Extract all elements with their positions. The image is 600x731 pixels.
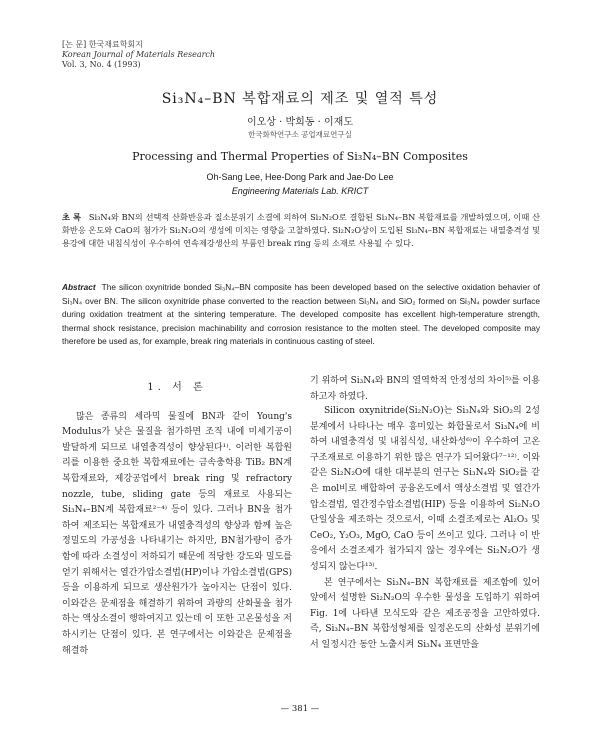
intro-paragraph-3: 본 연구에서는 Si₃N₄–BN 복합재료를 제조함에 있어 앞에서 설명한 Si₂N₂O의 우수한 물성을 도입하기 위하여 Fig. 1에 나타낸 모식도와 같은 제조공정을 고안하였다. 즉, Si₃N₄–BN 복합성형체를 일정온도의 산화성 분위기에서 일정시간 동안 노출시켜 Si₃N₄ 표면만을 [310, 577, 540, 650]
affiliation-ko: 한국화학연구소 공업재료연구실 [248, 130, 352, 139]
journal-header [62, 40, 215, 70]
abstract-en-text: The silicon oxynitride bonded Si₃N₄–BN composite has been developed based on the selective oxidation behavier of Si₃N₄ over BN. The silicon oxynitride phase converted to the reaction between Si₃N₄ and SiO₂ formed on Si₃N₄ powder surface during oxidation treatment at the sintering temperature. The developed composite has excellent high-temperature strength, thermal shock resistance, precision machinability and corrosion resistance to the molten steel. The developed composite may therefore be used as, for example, break ring materials in continuous casting of steel. [62, 282, 540, 346]
paper-title-en: Processing and Thermal Properties of Si₃N₄–BN Composites [132, 150, 468, 163]
left-column [62, 380, 292, 659]
intro-paragraph-2: Silicon oxynitride(Si₂N₂O)는 Si₃N₄와 SiO₂의 2성분계에서 나타나는 매우 흥미있는 화합물로서 Si₃N₄에 비하여 내열충격성 및 내침식성, 내산화성⁶⁾이 우수하여 고온구조재료로 이용하기 위한 많은 연구가 되어왔다⁷⁻¹²⁾. 이와같은 Si₂N₂O에 대한 대부분의 연구는 Si₃N₄와 SiO₂를 같은 mol비로 배합하여 공융온도에서 액상소결법 및 열간가압소결법, 열간정수압소결법(HIP) 등을 이용하여 Si₂N₂O 단일상을 제조하는 것으로서, 이때 소결조제로는 Al₂O₃ 및 CeO₂, Y₂O₃, MgO, CaO 등이 쓰이고 있다. 그러나 이 반응에서 소결조제가 첨가되지 않는 경우에는 Si₂N₂O가 생성되지 않는다¹³⁾. [310, 406, 540, 572]
section-heading-introduction: 1. 서 론 [147, 382, 207, 393]
abstract-ko-label: 초 록 [62, 212, 81, 222]
intro-paragraph-1: 많은 종류의 세라믹 물질에 BN과 같이 Young's Modulus가 낮은 물질을 첨가하면 조직 내에 미세기공이 발달하게 되므로 내열충격성이 향상된다¹⁾. 이러한 복합원리를 이용한 중요한 복합재료에는 금속충학용 TiB₂ BN계 복합재료와, 제강공업에서 break ring 및 refractory nozzle, tube, sliding gate 등의 재료로 사용되는 Si₃N₄–BN계 복합재료²⁻⁴⁾ 등이 있다. 그러나 BN을 첨가하여 제조되는 복합재료가 내열충격성의 향상과 함께 높은 정밀도의 가공성을 나타내기는 하지만, BN첨가량이 증가함에 따라 소결성이 저하되기 때문에 적당한 강도와 밀도를 얻기 위해서는 열간가압소결법(HP)이나 가압소결법(GPS) 등을 이용하게 되므로 생산원가가 높아지는 단점이 있다. 이와같은 문제점을 해결하기 위하여 과량의 산화물을 첨가하는 액상소결이 행하여지고 있는데 이 또한 고온물성을 저하시키는 단점이 있다. 본 연구에서는 이와같은 문제점을 해결하 [62, 411, 292, 656]
authors-en: Oh-Sang Lee, Hee-Dong Park and Jae-Do Lee [206, 172, 394, 182]
authors-ko: 이오상 · 박희동 · 이재도 [246, 117, 353, 128]
abstract-en [62, 281, 540, 349]
journal-name-en: Korean Journal of Materials Research [62, 50, 216, 59]
paper-title-ko: Si₃N₄–BN 복합재료의 제조 및 열적 특성 [161, 91, 439, 107]
affiliation-en: Engineering Materials Lab. KRICT [231, 186, 369, 196]
journal-name-ko: [논 문] 한국재료학회지 [62, 40, 143, 49]
abstract-ko [62, 211, 540, 251]
page-number: — 381 — [280, 704, 320, 714]
abstract-en-label: Abstract [62, 282, 96, 292]
journal-volume: Vol. 3, No. 4 (1993) [62, 60, 141, 69]
right-column-lead: 기 위하여 Si₃N₄와 BN의 열역학적 안정성의 차이⁵⁾를 이용하고자 하였다. [310, 376, 540, 402]
right-column [310, 404, 540, 654]
abstract-ko-text: Si₃N₄와 BN의 선택적 산화반응과 질소분위기 소결에 의하여 Si₂N₂O로 결합된 Si₃N₄–BN 복합재료를 개발하였으며, 이때 산화반응 온도와 CaO의 첨가가 Si₂N₂O의 생성에 미치는 영향을 고찰하였다. Si₂N₂O상이 도입된 Si₃N₄–BN 복합재료는 내열충격성 및 용강에 대한 내침식성이 우수하여 연속제강생산의 부품인 break ring 등의 소재로 사용될 수 있다. [62, 212, 540, 249]
